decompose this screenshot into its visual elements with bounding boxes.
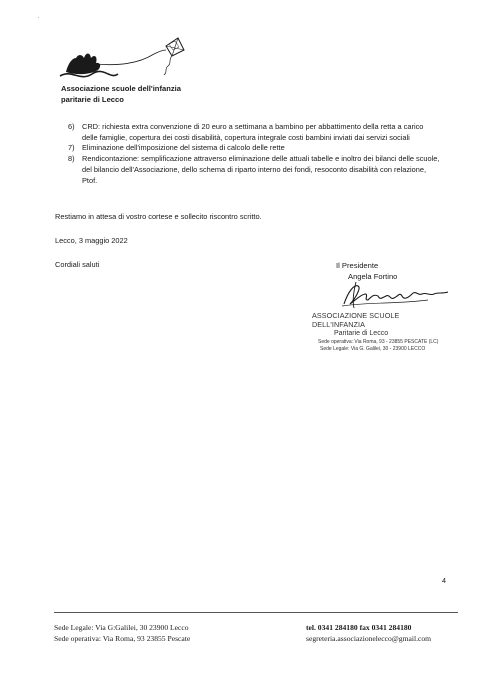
list-item-text: Eliminazione dell'imposizione del sistema di calcolo delle rette [82, 143, 285, 153]
organization-name [61, 83, 181, 105]
footer-addresses [54, 622, 190, 644]
list-item [68, 143, 440, 154]
footer-contacts [306, 622, 431, 644]
page-number: 4 [442, 576, 446, 585]
closing-request: Restiamo in attesa di vostro cortese e sollecito riscontro scritto. [55, 212, 262, 221]
list-item-number: 7) [68, 143, 75, 153]
list-item-text: CRD: richiesta extra convenzione di 20 euro a settimana a bambino per abbattimento della retta a carico delle famiglie, copertura dei costi disabilità, copertura integrale costi bambini inviati dai servizi sociali [82, 122, 424, 142]
handwritten-signature [338, 278, 458, 310]
list-item-number: 8) [68, 154, 75, 164]
signatory-title: Il Presidente [336, 261, 379, 270]
signatory-name: Angela Fortino [348, 272, 398, 281]
stamp-line1: ASSOCIAZIONE SCUOLE DELL'INFANZIA [312, 311, 400, 329]
footer-legal-address: Sede Legale: Via G:Galilei, 30 23900 Lecco [54, 623, 189, 632]
list-item [68, 122, 440, 143]
stamp-line3: Sede operativa: Via Roma, 93 - 23855 PESCATE (LC) [318, 339, 439, 345]
greeting: Cordiali saluti [55, 260, 100, 269]
footer-phone-fax: tel. 0341 284180 fax 0341 284180 [306, 623, 412, 632]
footer-operative-address: Sede operativa: Via Roma, 93 23855 Pescate [54, 634, 191, 643]
footer-email[interactable]: segreteria.associazionelecco@gmail.com [306, 634, 432, 643]
list-item [68, 154, 440, 186]
list-item-text: Rendicontazione: semplificazione attraverso eliminazione delle attuali tabelle e inoltro dei bilanci delle scuole, del bilancio dell'Associazione, dello schema di riparto interno dei fondi, resoconto disabilità con relazione, Ptof. [82, 154, 440, 185]
stamp-line4: Sede Legale: Via G. Galilei, 30 - 23900 LECCO [320, 346, 426, 352]
stamp-line2: Paritarie di Lecco [334, 330, 389, 337]
association-logo [58, 36, 198, 88]
place-date: Lecco, 3 maggio 2022 [55, 236, 128, 245]
corner-mark: · [37, 13, 40, 22]
footer-divider [54, 612, 458, 613]
organization-name-line1: Associazione scuole dell'infanzia [61, 84, 181, 93]
list-item-number: 6) [68, 122, 75, 131]
organization-name-line2: paritarie di Lecco [61, 95, 124, 104]
request-list [68, 122, 440, 186]
association-stamp [312, 311, 452, 352]
